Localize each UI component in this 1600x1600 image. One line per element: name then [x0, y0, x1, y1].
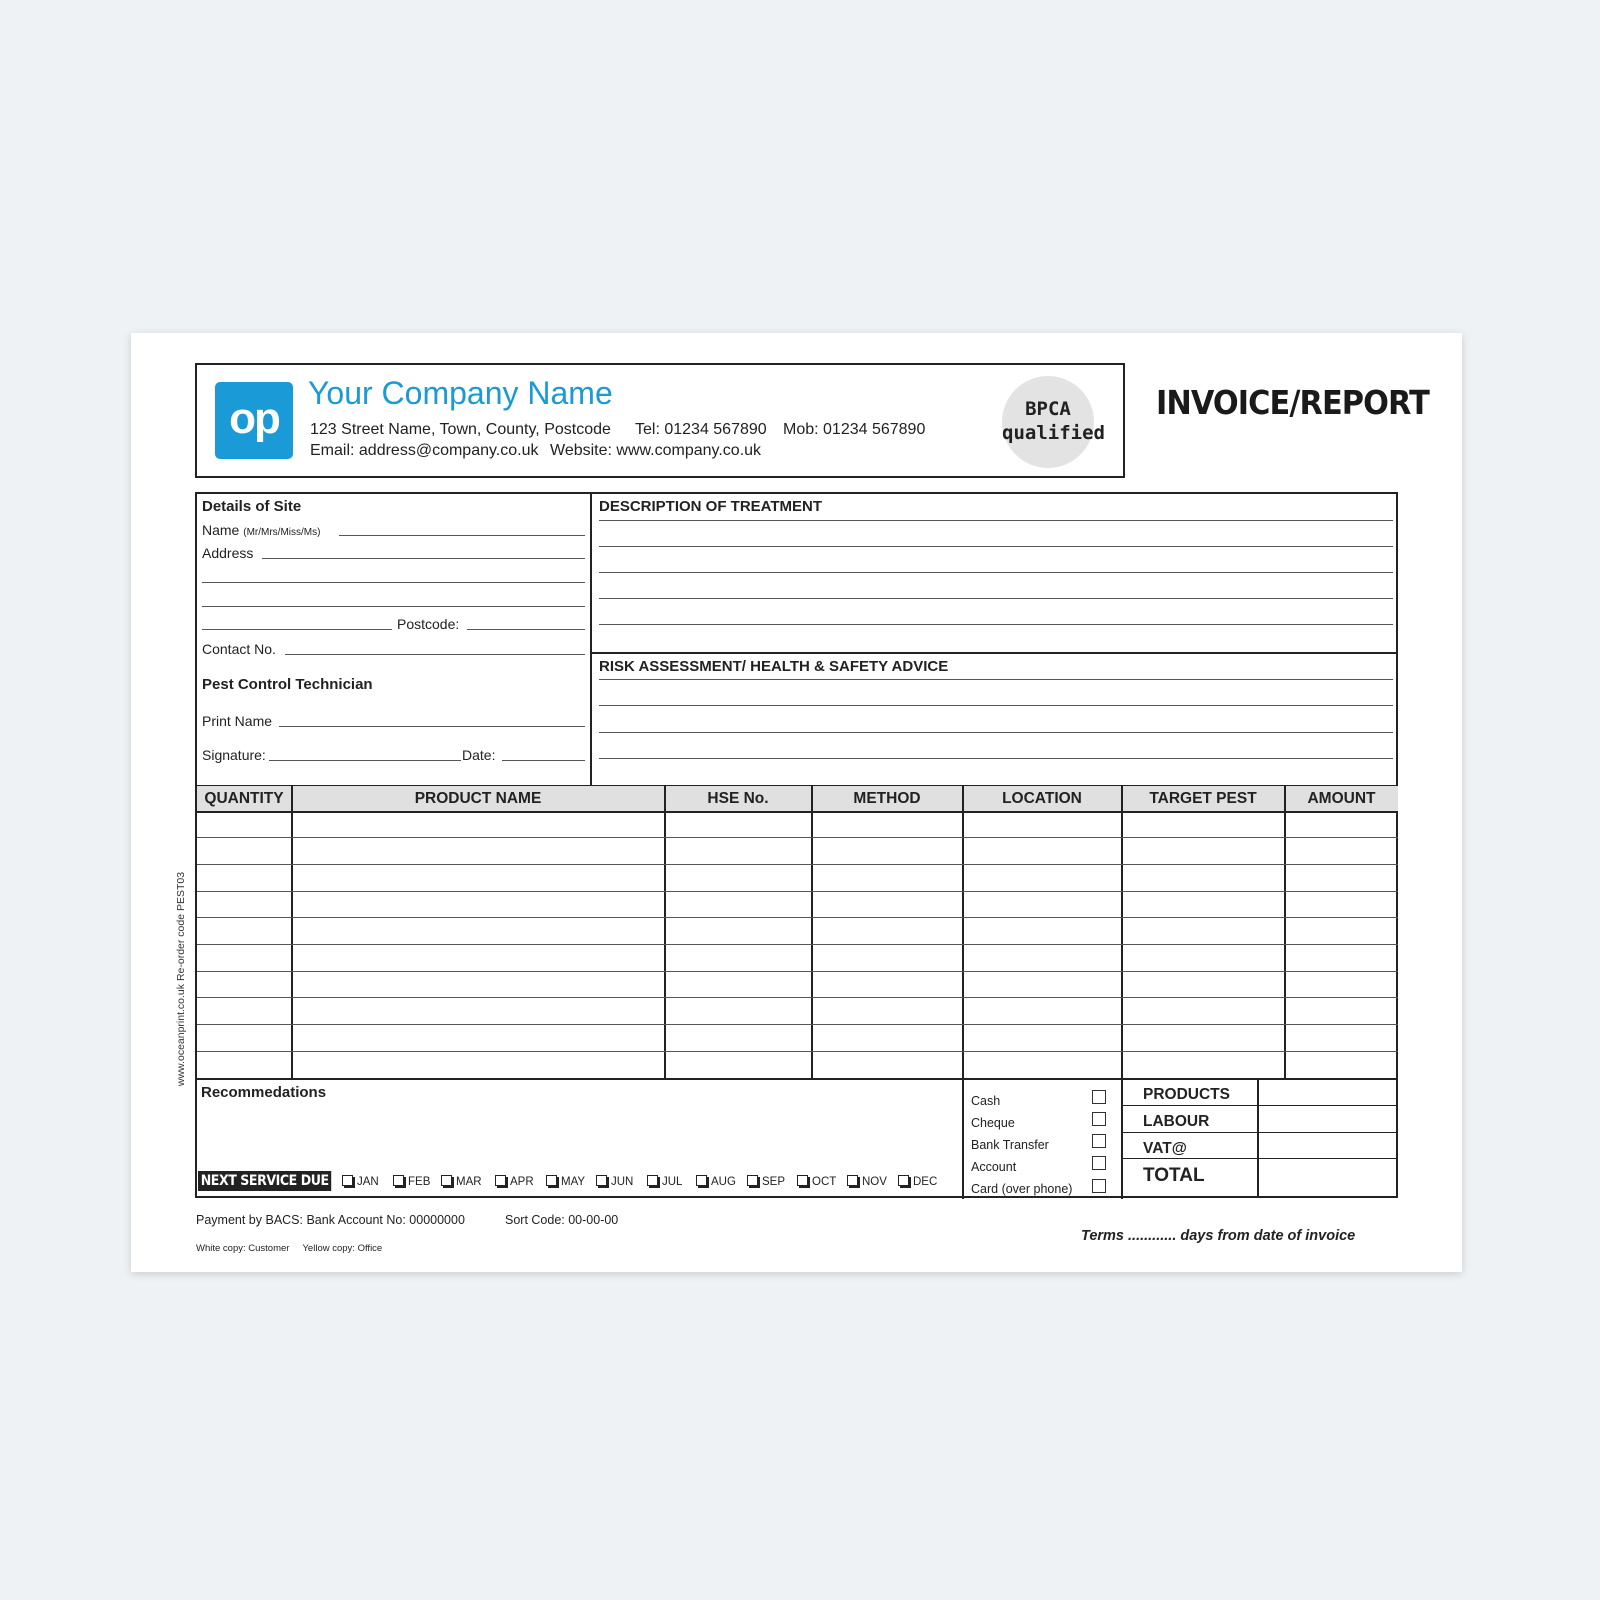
card-checkbox[interactable]: [1092, 1179, 1106, 1193]
next-service-label: NEXT SERVICE DUE: [198, 1171, 331, 1191]
month-jan[interactable]: [342, 1175, 379, 1188]
month-feb[interactable]: [393, 1175, 430, 1188]
treatment-line-2[interactable]: [599, 546, 1393, 547]
company-tel: Tel: 01234 567890: [635, 421, 767, 438]
month-label: JUL: [662, 1176, 683, 1188]
table-row[interactable]: [197, 1051, 1398, 1052]
labour-total-label: LABOUR: [1143, 1113, 1210, 1130]
col-method: METHOD: [812, 786, 962, 811]
technician-heading: Pest Control Technician: [202, 676, 373, 693]
treatment-line-5[interactable]: [599, 624, 1393, 625]
month-label: FEB: [408, 1176, 431, 1188]
company-logo: op: [215, 382, 293, 459]
col-product-name: PRODUCT NAME: [292, 786, 664, 811]
table-row[interactable]: [197, 917, 1398, 918]
payment-bank-transfer: Bank Transfer: [971, 1138, 1049, 1152]
month-label: NOV: [862, 1176, 887, 1188]
name-label: [202, 522, 320, 538]
name-label-text: Name: [202, 522, 240, 538]
table-row[interactable]: [197, 1024, 1398, 1025]
form-frame: [195, 492, 1398, 1198]
cash-checkbox[interactable]: [1092, 1090, 1106, 1104]
vat-label: VAT@: [1143, 1140, 1187, 1157]
products-total-label: PRODUCTS: [1143, 1086, 1230, 1103]
badge-line1: BPCA: [1025, 398, 1071, 420]
company-header: [195, 363, 1125, 478]
print-name-label: Print Name: [202, 713, 273, 729]
month-apr[interactable]: [495, 1175, 534, 1188]
month-checkbox-icon[interactable]: [647, 1175, 658, 1186]
account-checkbox[interactable]: [1092, 1156, 1106, 1170]
month-may[interactable]: [546, 1175, 585, 1188]
risk-line-4[interactable]: [599, 758, 1393, 759]
treatment-heading: DESCRIPTION OF TREATMENT: [599, 498, 823, 515]
table-row[interactable]: [197, 971, 1398, 972]
month-label: MAY: [561, 1176, 586, 1188]
month-mar[interactable]: [441, 1175, 482, 1188]
name-hint: (Mr/Mrs/Miss/Ms): [243, 527, 321, 538]
month-label: AUG: [711, 1176, 736, 1188]
col-target-pest: TARGET PEST: [1122, 786, 1284, 811]
company-name: Your Company Name: [308, 375, 613, 411]
table-row[interactable]: [197, 837, 1398, 838]
month-label: MAR: [456, 1176, 482, 1188]
month-nov[interactable]: [847, 1175, 887, 1188]
contact-label: Contact No.: [202, 641, 276, 657]
invoice-sheet: [131, 333, 1462, 1272]
month-checkbox-icon[interactable]: [747, 1175, 758, 1186]
postcode-field[interactable]: [467, 629, 585, 630]
month-label: APR: [510, 1176, 534, 1188]
company-mob: Mob: 01234 567890: [783, 421, 926, 438]
treatment-line-3[interactable]: [599, 572, 1393, 573]
treatment-line-4[interactable]: [599, 598, 1393, 599]
contact-field[interactable]: [285, 654, 585, 655]
document-title: INVOICE/REPORT: [1156, 383, 1429, 422]
treatment-line-1[interactable]: [599, 520, 1393, 521]
risk-line-2[interactable]: [599, 705, 1393, 706]
company-address: 123 Street Name, Town, County, Postcode: [310, 421, 611, 438]
terms-line: Terms ............ days from date of invoice: [1081, 1228, 1356, 1244]
month-checkbox-icon[interactable]: [546, 1175, 557, 1186]
month-label: OCT: [812, 1176, 837, 1188]
signature-field[interactable]: [269, 760, 461, 761]
address-field-2[interactable]: [202, 582, 585, 583]
payment-account: Account: [971, 1160, 1017, 1174]
side-reorder-text: www.oceanprint.co.uk Re-order code PEST03: [175, 871, 187, 1087]
name-field[interactable]: [339, 535, 585, 536]
col-quantity: QUANTITY: [197, 786, 291, 811]
month-label: JUN: [611, 1176, 634, 1188]
payment-card: Card (over phone): [971, 1182, 1073, 1196]
month-checkbox-icon[interactable]: [898, 1175, 909, 1186]
col-amount: AMOUNT: [1285, 786, 1398, 811]
col-location: LOCATION: [963, 786, 1121, 811]
bank-transfer-checkbox[interactable]: [1092, 1134, 1106, 1148]
risk-line-3[interactable]: [599, 732, 1393, 733]
address-label: Address: [202, 545, 254, 561]
grand-total-label: TOTAL: [1143, 1165, 1205, 1186]
postcode-label: Postcode:: [397, 616, 460, 632]
address-field-3[interactable]: [202, 606, 585, 607]
month-checkbox-icon[interactable]: [596, 1175, 607, 1186]
table-row[interactable]: [197, 864, 1398, 865]
bpca-badge: [1002, 376, 1105, 468]
month-aug[interactable]: [696, 1175, 736, 1188]
copy-info: White copy: Customer Yellow copy: Office: [196, 1243, 383, 1254]
cheque-checkbox[interactable]: [1092, 1112, 1106, 1126]
month-dec[interactable]: [898, 1175, 937, 1188]
badge-line2: qualified: [1002, 422, 1105, 444]
table-row[interactable]: [197, 997, 1398, 998]
month-checkbox-icon[interactable]: [797, 1175, 808, 1186]
sort-code: Sort Code: 00-00-00: [505, 1213, 619, 1227]
address-field-4[interactable]: [202, 629, 392, 630]
print-name-field[interactable]: [279, 726, 585, 727]
month-checkbox-icon[interactable]: [393, 1175, 404, 1186]
month-jul[interactable]: [647, 1175, 682, 1188]
payment-cash: Cash: [971, 1094, 1001, 1108]
bacs-info: Payment by BACS: Bank Account No: 00000000: [196, 1213, 465, 1227]
table-row[interactable]: [197, 944, 1398, 945]
recommendations-heading: Recommedations: [201, 1084, 327, 1101]
month-jun[interactable]: [596, 1175, 633, 1188]
risk-heading: RISK ASSESSMENT/ HEALTH & SAFETY ADVICE: [599, 658, 949, 675]
site-heading: Details of Site: [202, 498, 302, 515]
month-label: JAN: [357, 1176, 379, 1188]
payment-cheque: Cheque: [971, 1116, 1015, 1130]
signature-label: Signature:: [202, 747, 266, 763]
date-field[interactable]: [502, 760, 585, 761]
table-row[interactable]: [197, 891, 1398, 892]
month-label: SEP: [762, 1176, 786, 1188]
month-checkbox-icon[interactable]: [441, 1175, 452, 1186]
address-field-1[interactable]: [262, 558, 585, 559]
month-checkbox-icon[interactable]: [495, 1175, 506, 1186]
company-website: Website: www.company.co.uk: [550, 442, 762, 459]
month-checkbox-icon[interactable]: [342, 1175, 353, 1186]
month-sep[interactable]: [747, 1175, 785, 1188]
col-hse-no: HSE No.: [665, 786, 811, 811]
risk-line-1[interactable]: [599, 679, 1393, 680]
month-label: DEC: [913, 1176, 938, 1188]
company-email: Email: address@company.co.uk: [310, 442, 539, 459]
date-label: Date:: [462, 747, 496, 763]
month-oct[interactable]: [797, 1175, 836, 1188]
month-checkbox-icon[interactable]: [847, 1175, 858, 1186]
month-checkbox-icon[interactable]: [696, 1175, 707, 1186]
